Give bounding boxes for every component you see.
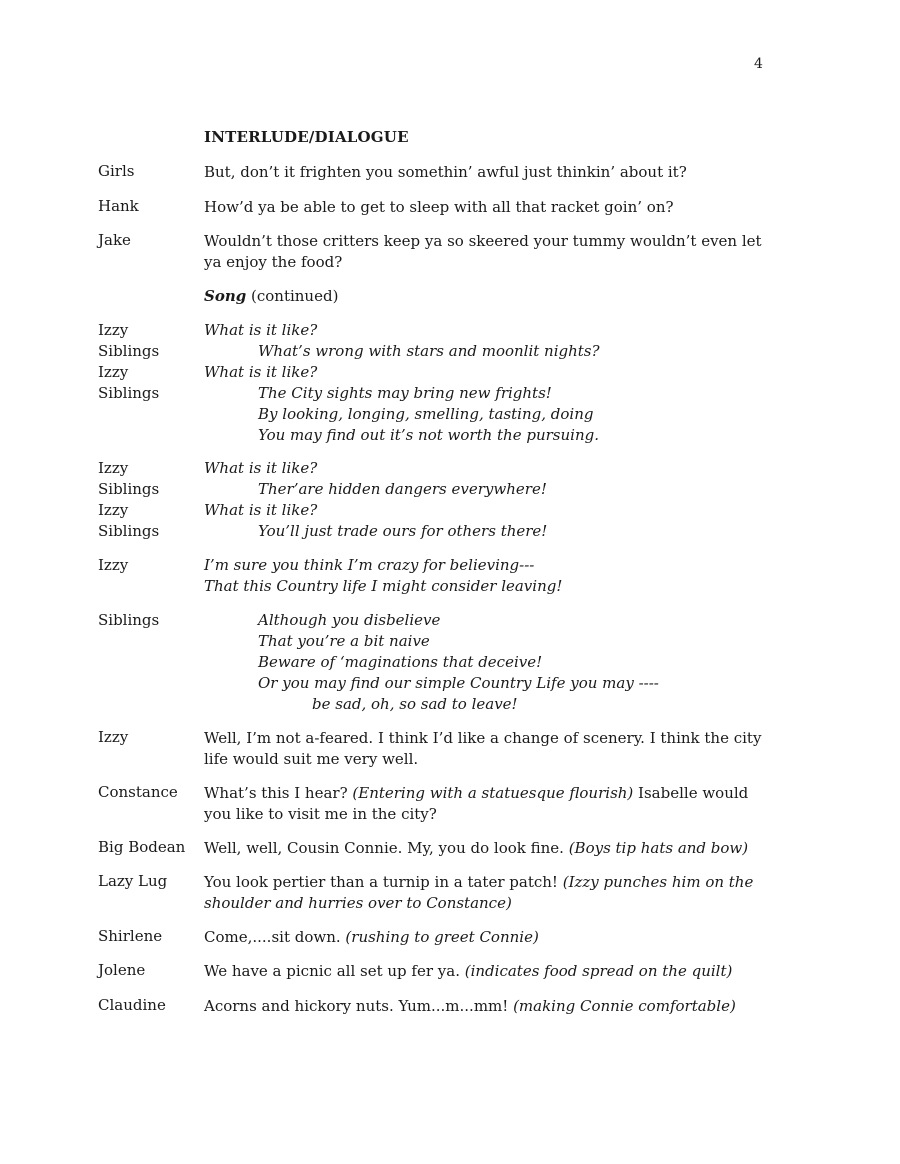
dialogue-text	[204, 961, 774, 982]
speaker-name: Lazy Lug	[98, 872, 168, 890]
dialogue-line: Wouldn’t those critters keep ya so skeered your tummy wouldn’t even let	[204, 232, 762, 250]
stage-direction: (Boys tip hats and bow)	[568, 839, 749, 857]
stage-direction: (Entering with a statuesque flourish)	[352, 784, 634, 802]
speaker-name: Girls	[98, 162, 135, 180]
speaker-name: Jolene	[98, 961, 146, 979]
speaker-name: Siblings	[98, 384, 160, 402]
dialogue-text	[204, 872, 774, 914]
stage-direction: shoulder and hurries over to Constance)	[204, 894, 512, 912]
speaker-name: Claudine	[98, 996, 166, 1014]
section-heading: INTERLUDE/DIALOGUE	[204, 128, 409, 146]
speaker-name: Izzy	[98, 363, 129, 381]
dialogue-text	[204, 728, 774, 770]
stage-direction: (making Connie comfortable)	[513, 997, 736, 1015]
lyric-line: What is it like?	[204, 363, 318, 381]
dialogue-words: Acorns and hickory nuts. Yum...m...mm!	[204, 997, 514, 1015]
speaker-name: Izzy	[98, 501, 129, 519]
song-title: Song	[204, 287, 247, 305]
dialogue-line: Well, I’m not a-feared. I think I’d like a change of scenery. I think the city	[204, 729, 762, 747]
song-speakers	[98, 610, 159, 631]
page-number: 4	[754, 56, 763, 72]
lyric-line: be sad, oh, so sad to leave!	[312, 695, 518, 713]
lyric-line: That you’re a bit naive	[258, 632, 430, 650]
song-lyrics	[204, 320, 600, 446]
dialogue-line	[204, 961, 774, 982]
lyric-line: That this Country life I might consider leaving!	[204, 577, 563, 595]
lyric-line: Or you may find our simple Country Life you may ----	[258, 674, 659, 692]
dialogue-line: life would suit me very well.	[204, 750, 419, 768]
dialogue-text	[204, 197, 774, 218]
dialogue-line	[204, 872, 774, 893]
speaker-name: Siblings	[98, 480, 160, 498]
song-speakers	[98, 320, 159, 404]
dialogue-words: We have a picnic all set up fer ya.	[204, 962, 465, 980]
dialogue-text	[204, 996, 774, 1017]
speaker-name: Izzy	[98, 556, 129, 574]
speaker-name: Siblings	[98, 522, 160, 540]
speaker-name: Siblings	[98, 342, 160, 360]
dialogue-line: How’d ya be able to get to sleep with all that racket goin’ on?	[204, 198, 674, 216]
song-lyrics	[204, 555, 562, 597]
lyric-line: The City sights may bring new frights!	[258, 384, 552, 402]
speaker-name: Hank	[98, 197, 139, 215]
lyric-line: Although you disbelieve	[258, 611, 441, 629]
dialogue-words: You look pertier than a turnip in a tater patch!	[204, 873, 563, 891]
song-header	[204, 287, 338, 305]
stage-direction: (Izzy punches him on the	[562, 873, 754, 891]
dialogue-line	[204, 838, 774, 859]
speaker-name: Izzy	[98, 321, 129, 339]
dialogue-words: What’s this I hear?	[204, 784, 353, 802]
lyric-line: What is it like?	[204, 501, 318, 519]
dialogue-text	[204, 162, 774, 183]
dialogue-line: But, don’t it frighten you somethin’ awful just thinkin’ about it?	[204, 163, 687, 181]
lyric-line: What’s wrong with stars and moonlit nights?	[258, 342, 600, 360]
dialogue-text	[204, 927, 774, 948]
dialogue-line	[204, 996, 774, 1017]
speaker-name: Siblings	[98, 611, 160, 629]
song-suffix: (continued)	[246, 287, 339, 305]
lyric-line: Ther’are hidden dangers everywhere!	[258, 480, 547, 498]
lyric-line: Beware of ‘maginations that deceive!	[258, 653, 543, 671]
song-speakers	[98, 458, 159, 542]
dialogue-line: ya enjoy the food?	[204, 253, 343, 271]
lyric-line: What is it like?	[204, 459, 318, 477]
dialogue-text	[204, 838, 774, 859]
speaker-name: Jake	[98, 231, 131, 249]
song-speakers	[98, 555, 128, 576]
dialogue-text	[204, 231, 774, 273]
stage-direction: (rushing to greet Connie)	[345, 928, 539, 946]
dialogue-line: you like to visit me in the city?	[204, 805, 437, 823]
dialogue-words: Come,....sit down.	[204, 928, 346, 946]
song-lyrics	[204, 610, 659, 715]
dialogue-text	[204, 783, 774, 825]
speaker-name: Constance	[98, 783, 178, 801]
lyric-line: What is it like?	[204, 321, 318, 339]
speaker-name: Big Bodean	[98, 838, 186, 856]
dialogue-words: Well, well, Cousin Connie. My, you do look fine.	[204, 839, 569, 857]
stage-direction: (indicates food spread on the quilt)	[464, 962, 733, 980]
dialogue-line	[204, 927, 774, 948]
lyric-line: I’m sure you think I’m crazy for believing---	[204, 556, 535, 574]
song-lyrics	[204, 458, 547, 542]
speaker-name: Izzy	[98, 728, 129, 746]
speaker-name: Shirlene	[98, 927, 163, 945]
speaker-name: Izzy	[98, 459, 129, 477]
lyric-line: By looking, longing, smelling, tasting, doing	[258, 405, 594, 423]
dialogue-line	[204, 783, 774, 804]
dialogue-words: Isabelle would	[633, 784, 749, 802]
lyric-line: You’ll just trade ours for others there!	[258, 522, 548, 540]
lyric-line: You may find out it’s not worth the pursuing.	[258, 426, 599, 444]
